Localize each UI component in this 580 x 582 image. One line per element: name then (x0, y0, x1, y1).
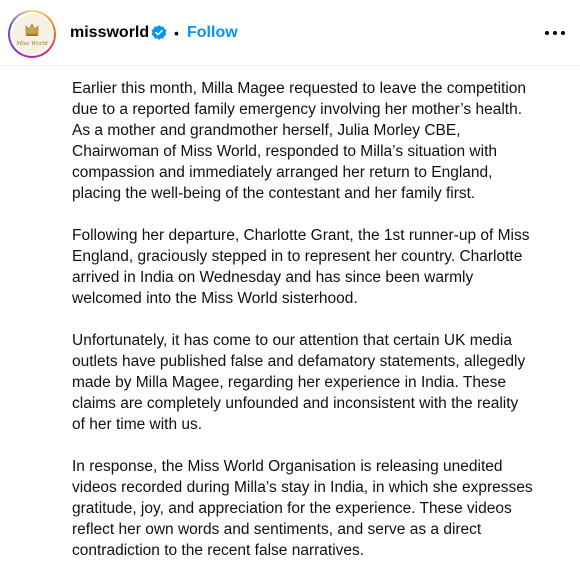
caption-paragraph: Unfortunately, it has come to our attention that certain UK media outlets have published false and defamatory statements, allegedly made by Milla Magee, regarding her experience in India. These claims are completely unfounded and inconsistent with the reality of her time with us. (72, 332, 526, 433)
verified-badge-icon (150, 24, 168, 42)
more-dot (545, 31, 549, 35)
crown-logo-icon (12, 14, 52, 54)
caption-paragraph: In response, the Miss World Organisation is releasing unedited videos recorded during Milla’s stay in India, in which she expresses gratitude, joy, and appreciation for the experience. These videos reflect her own words and sentiments, and serve as a direct contradiction to the recent false narratives. (72, 458, 533, 559)
avatar-border (10, 12, 54, 56)
post-caption (72, 78, 572, 582)
miss-world-logo (12, 14, 52, 54)
follow-button[interactable]: Follow (187, 24, 238, 41)
username-link[interactable]: missworld (70, 24, 150, 41)
caption-paragraph: Following her departure, Charlotte Grant, the 1st runner-up of Miss England, graciously stepped in to represent her country. Charlotte arrived in India on Wednesday and has since been warmly welcomed into the Miss World sisterhood. (72, 227, 530, 307)
more-options-icon[interactable] (545, 29, 569, 37)
caption-paragraph: Earlier this month, Milla Magee requested to leave the competition due to a reported family emergency involving her mother’s health. As a mother and grandmother herself, Julia Morley CBE, Chairwoman of Miss World, responded to Milla’s situation with compassion and immediately arranged her return to England, placing the well-being of the contestant and her family first. (72, 80, 527, 202)
separator-dot: • (174, 25, 179, 41)
avatar-logo-text: Miss World (16, 41, 48, 47)
avatar[interactable] (8, 10, 56, 58)
more-dot (553, 31, 557, 35)
post-header (0, 0, 580, 66)
more-dot (561, 31, 565, 35)
